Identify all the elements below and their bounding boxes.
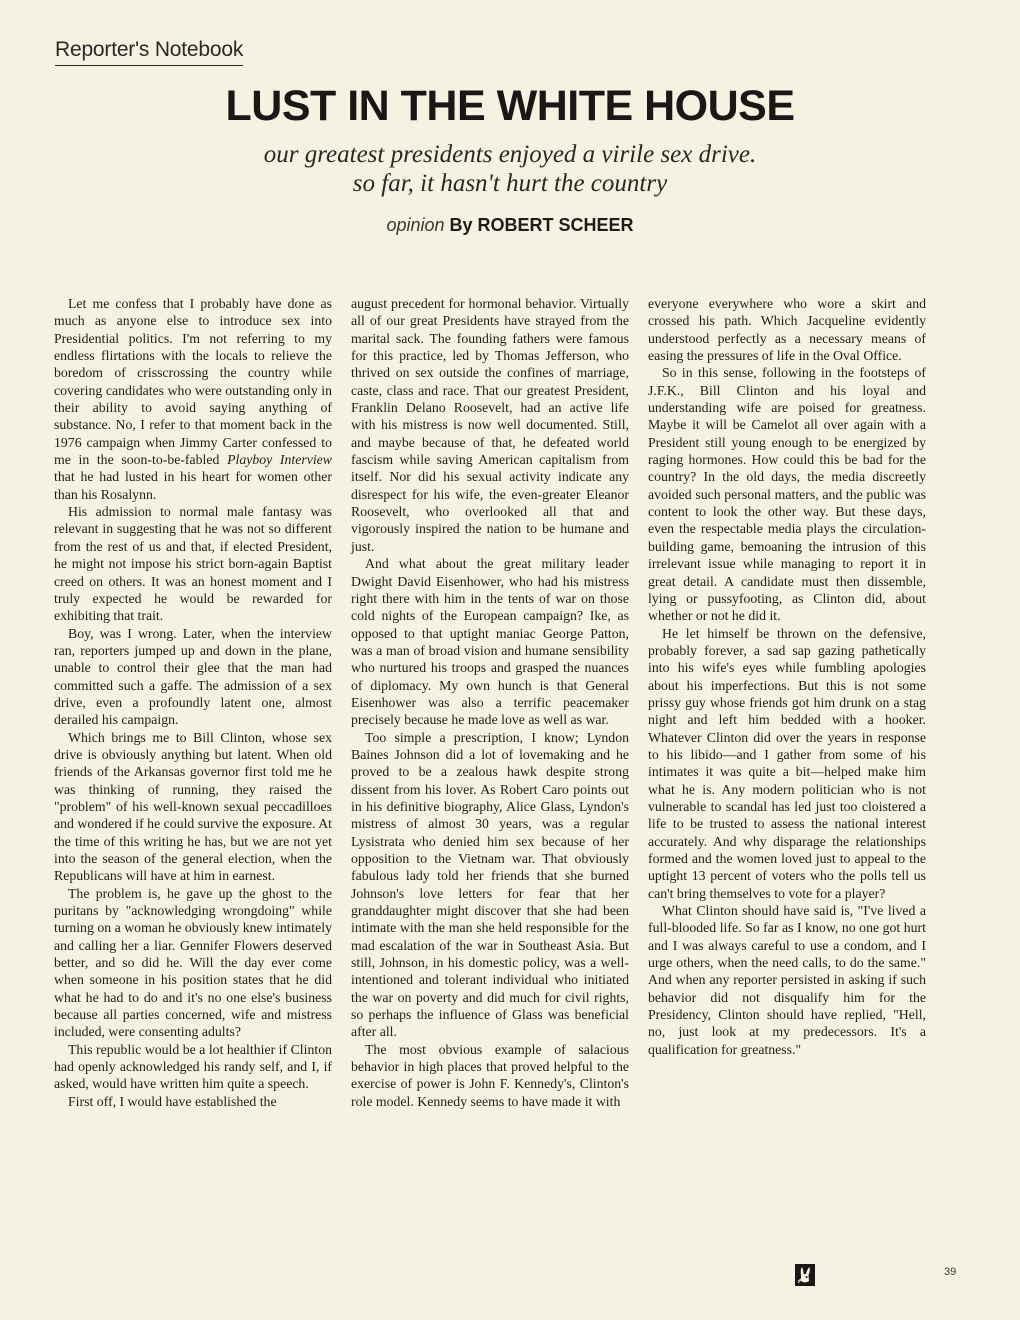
paragraph: So in this sense, following in the footsteps of J.F.K., Bill Clinton and his loyal and understanding wife are poised for greatness. Maybe it will be Camelot all over again with a President still young enough to be energized by raging hormones. How could this be bad for the country? In the old days, the media discreetly avoided such personal matters, and the public was content to look the other way. But these days, even the respectable media plays the circulation-building game, bemoaning the intrusion of this irrelevant issue while managing to report it in great detail. A candidate must then dissemble, lying or pussyfooting, as Clinton did, about whether or not he did it. (648, 365, 926, 624)
paragraph: Which brings me to Bill Clinton, whose sex drive is obviously anything but latent. When old friends of the Arkansas governor first told me he was thinking of running, they raised the "problem" of his well-known sexual peccadilloes and wondered if he could survive the exposure. At the time of this writing he has, but we are not yet into the season of the general election, when the Republicans will have at him in earnest. (54, 729, 332, 884)
paragraph: What Clinton should have said is, "I've lived a full-blooded life. So far as I know, no one got hurt and I was always careful to use a condom, and I urge others, when the need calls, to do the same." And when any reporter persisted in asking if such behavior did not disqualify him for the Presidency, Clinton should have replied, "Hell, no, just look at my predecessors. It's a qualification for greatness." (648, 903, 926, 1057)
section-label: Reporter's Notebook (55, 38, 243, 66)
paragraph-text: that he had lusted in his heart for women other than his Rosalynn. (54, 469, 332, 502)
paragraph: The problem is, he gave up the ghost to the puritans by "acknowledging wrongdoing" while turning on a woman he obviously knew intimately and calling her a liar. Gennifer Flowers deserved better, and so did he. Will the day ever come when someone in his position states that he did what he had to do and it's no one else's business because all parties concerned, wife and mistress included, were consenting adults? (54, 885, 332, 1040)
paragraph: His admission to normal male fantasy was relevant in suggesting that he was not so different from the rest of us and that, if elected President, he might not impose his strict born-again Baptist creed on others. It was an honest moment and I truly expected he would be rewarded for exhibiting that trait. (54, 504, 332, 624)
paragraph-text: Let me confess that I probably have done as much as anyone else to introduce sex into Presidential politics. I'm not referring to my endless flirtations with the locals to relieve the boredom of crisscrossing the country while covering candidates who were outstanding only in their ability to avoid saying anything of substance. No, I refer to that moment back in the 1976 campaign when Jimmy Carter confessed to me in the soon-to-be-fabled (54, 296, 332, 468)
byline (0, 215, 1020, 236)
paragraph: First off, I would have established the (68, 1093, 277, 1109)
paragraph: Too simple a prescription, I know; Lyndon Baines Johnson did a lot of lovemaking and he proved to be a zealous hawk despite strong dissent from his lover. As Robert Caro points out in his definitive biography, Alice Glass, Lyndon's mistress of almost 30 years, was a regular Lysistrata who denied him sex because of her opposition to the Vietnam war. That obviously fabulous lady told her friends that she burned Johnson's love letters for fear that her granddaughter might discover that she had been intimate with the man she held responsible for the mad escalation of the war in Southeast Asia. But still, Johnson, in his domestic policy, was a well-intentioned and tolerant individual who initiated the war on poverty and did much for civil rights, so perhaps the influence of Glass was beneficial after all. (351, 729, 629, 1040)
rabbit-head-icon (795, 1264, 815, 1286)
paragraph: This republic would be a lot healthier if Clinton had openly acknowledged his randy self, and I, if asked, would have written him quite a speech. (54, 1041, 332, 1092)
page-number: 39 (944, 1266, 957, 1278)
article-body (54, 295, 926, 1280)
article-subtitle (0, 140, 1020, 198)
paragraph: The most obvious example of salacious behavior in high places that proved helpful to the exercise of power is John F. Kennedy's, Clinton's role model. Kennedy seems to have made it with (351, 1041, 629, 1109)
column-3 (648, 295, 926, 1280)
paragraph: Boy, was I wrong. Later, when the interview ran, reporters jumped up and down in the plane, unable to control their glee that the man had committed such a gaffe. The admission of a sex drive, even a profoundly latent one, almost derailed his campaign. (54, 625, 332, 728)
paragraph (54, 295, 332, 503)
magazine-feature-name: Playboy Interview (227, 452, 332, 468)
paragraph: august precedent for hormonal behavior. Virtually all of our great Presidents have strayed from the marital sack. The founding fathers were famous for this practice, led by Thomas Jefferson, who thrived on sex outside the confines of marriage, caste, class and race. That our greatest President, Franklin Delano Roosevelt, had an active life with his mistress is now well documented. Still, and maybe because of that, he defeated world fascism while saving American capitalism from itself. Nor did his sexual activity indicate any disrespect for his wife, the even-greater Eleanor Roosevelt, who overlooked all that and vigorously inspired the nation to be humane and just. (351, 296, 629, 554)
byline-opinion-label: opinion (386, 215, 445, 235)
paragraph: And what about the great military leader Dwight David Eisenhower, who had his mistress right there with him in the tents of war on those cold nights of the European campaign? Ike, as opposed to that uptight maniac George Patton, was a man of broad vision and humane sensibility who nurtured his troops and grasped the nuances of diplomacy. My own hunch is that General Eisenhower was also a terrific peacemaker precisely because he made love as well as war. (351, 556, 629, 728)
paragraph: He let himself be thrown on the defensive, probably forever, a sad sap gazing pathetically into his wife's eyes while fumbling apologies about his imperfections. But this is not some prissy guy whose friends got him drunk on a stag night and left him bedded with a hooker. Whatever Clinton did over the years in response to his libido—and I gather from some of his intimates it was quite a bit—helped make him what he is. Any modern politician who is not vulnerable to scandal has led just too cloistered a life to be trusted to assess the national interest accurately. And why disparage the relationships formed and the women loved just to appeal to the uptight 13 percent of voters who the polls tell us can't bring themselves to vote for a player? (648, 625, 926, 901)
subtitle-line-2: so far, it hasn't hurt the country (352, 170, 668, 197)
paragraph: everyone everywhere who wore a skirt and crossed his path. Which Jacqueline evidently understood perfectly as a necessary means of easing the pressures of life in the Oval Office. (648, 296, 926, 364)
article-title: LUST IN THE WHITE HOUSE (225, 82, 795, 130)
byline-author: By ROBERT SCHEER (449, 215, 634, 235)
column-1 (54, 295, 332, 1280)
column-2 (351, 295, 629, 1280)
subtitle-line-1: our greatest presidents enjoyed a virile sex drive. (263, 141, 757, 168)
